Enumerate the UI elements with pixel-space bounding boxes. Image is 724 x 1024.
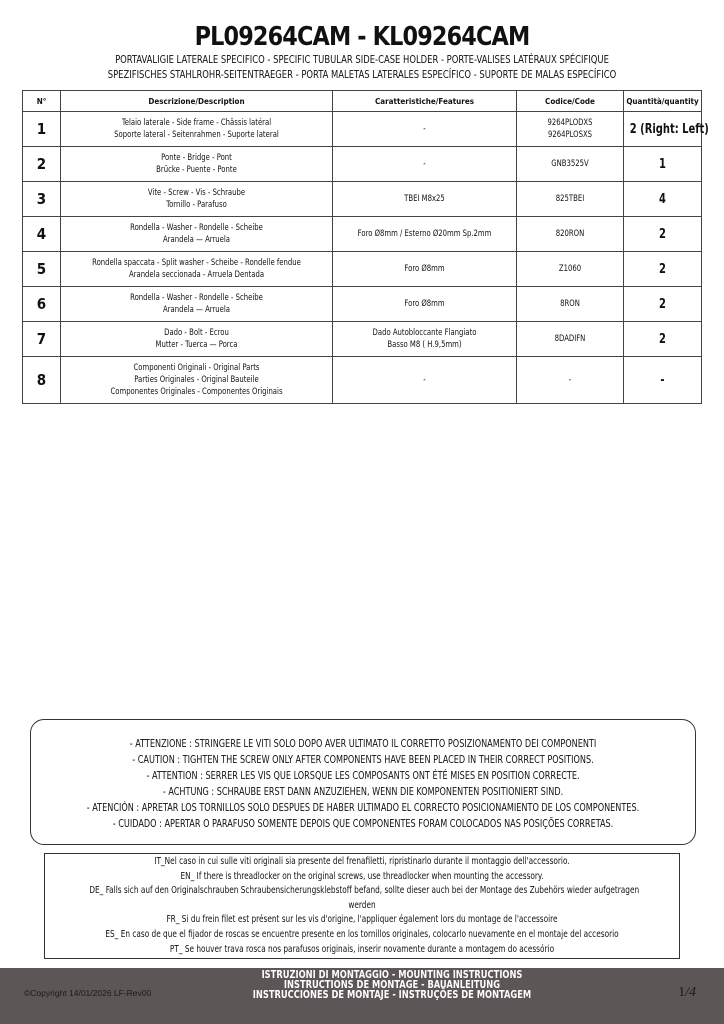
subtitle-line-1: PORTAVALIGIE LATERALE SPECIFICO - SPECIFIC TUBULAR SIDE-CASE HOLDER - PORTE-VALISES LATÉRAUX SPÉCIFIQUE	[115, 53, 609, 66]
warning-box	[30, 719, 696, 845]
row-quantity: 2	[624, 287, 702, 322]
note-pt: PT_ Se houver trava rosca nos parafusos originais, inserir novamente durante a montagem do acessório	[169, 943, 555, 955]
row-code: 820RON	[517, 217, 624, 252]
row-num: 6	[23, 287, 61, 322]
row-num: 2	[23, 147, 61, 182]
note-de: DE_ Falls sich auf den Originalschrauben Schraubensicherungsklebstoff befand, sollte dieser auch bei der Montage des Zubehörs wieder aufgetragen	[89, 885, 640, 897]
warning-fr: - ATTENTION : SERRER LES VIS QUE LORSQUE LES COMPOSANTS ONT ÉTÉ MISES EN POSITION CORRECTE.	[146, 770, 580, 782]
table-row	[23, 147, 702, 182]
row-code: -	[517, 357, 624, 404]
parts-table	[22, 90, 709, 404]
row-features: -	[333, 357, 517, 404]
threadlocker-note-box	[44, 853, 680, 959]
row-description: Rondella spaccata - Split washer - Scheibe - Rondelle fendue Arandela seccionada - Arruela Dentada	[61, 252, 333, 287]
row-code: 825TBEI	[517, 182, 624, 217]
note-en: EN_ If there is threadlocker on the original screws, use threadlocker when mounting the accessory.	[180, 870, 544, 882]
row-code: 8RON	[517, 287, 624, 322]
row-features: Dado Autobloccante Flangiato Basso M8 ( H.9,5mm)	[333, 322, 517, 357]
note-es: ES_ En caso de que el fijador de roscas se encuentre presente en los tornillos originales, colocarlo nuevamente en el montaje del accesorio	[105, 928, 619, 940]
note-it: IT_Nel caso in cui sulle viti originali sia presente del frenafiletti, ripristinarlo durante il montaggio dell'accessorio.	[154, 856, 570, 867]
row-num: 8	[23, 357, 61, 404]
row-quantity: 2	[624, 217, 702, 252]
footer-bar	[0, 968, 724, 1024]
header-description: Descrizione/Description	[61, 91, 333, 112]
row-code: Z1060	[517, 252, 624, 287]
row-quantity: 2	[624, 252, 702, 287]
row-quantity: 4	[624, 182, 702, 217]
row-description: Rondella - Washer - Rondelle - Scheibe Arandela — Arruela	[61, 287, 333, 322]
row-num: 4	[23, 217, 61, 252]
row-code: GNB3525V	[517, 147, 624, 182]
header-code: Codice/Code	[517, 91, 624, 112]
row-quantity: 2	[624, 322, 702, 357]
row-features: Foro Ø8mm / Esterno Ø20mm Sp.2mm	[333, 217, 517, 252]
row-features: Foro Ø8mm	[333, 252, 517, 287]
row-description: Rondella - Washer - Rondelle - Scheibe Arandela — Arruela	[61, 217, 333, 252]
header-num: N°	[23, 91, 61, 112]
row-features: TBEI M8x25	[333, 182, 517, 217]
row-quantity: -	[624, 357, 702, 404]
table-row	[23, 252, 702, 287]
row-description: Vite - Screw - Vis - Schraube Tornillo - Parafuso	[61, 182, 333, 217]
row-quantity: 2 (Right: Left)	[624, 112, 702, 147]
footer-title-line-1: ISTRUZIONI DI MONTAGGIO - MOUNTING INSTRUCTIONS	[261, 969, 523, 981]
warning-it: - ATTENZIONE : STRINGERE LE VITI SOLO DOPO AVER ULTIMATO IL CORRETTO POSIZIONAMENTO DEI COMPONENTI	[129, 738, 597, 750]
row-num: 3	[23, 182, 61, 217]
table-row	[23, 217, 702, 252]
footer-title-line-3: INSTRUCCIONES DE MONTAJE - INSTRUÇÕES DE MONTAGEM	[252, 989, 532, 1001]
row-description: Telaio laterale - Side frame - Châssis latéral Soporte lateral - Seitenrahmen - Suporte lateral	[61, 112, 333, 147]
row-features: Foro Ø8mm	[333, 287, 517, 322]
table-row	[23, 357, 702, 404]
row-num: 7	[23, 322, 61, 357]
row-description: Componenti Originali - Original Parts Parties Originales - Original Bauteile Componentes Originales - Componentes Originais	[61, 357, 333, 404]
table-row	[23, 322, 702, 357]
table-header-row	[23, 91, 702, 112]
row-code: 9264PLODXS 9264PLOSXS	[517, 112, 624, 147]
page-number	[678, 985, 696, 1001]
row-description: Dado - Bolt - Ecrou Mutter - Tuerca — Porca	[61, 322, 333, 357]
warning-es: - ATENCIÓN : APRETAR LOS TORNILLOS SOLO DESPUES DE HABER ULTIMADO EL CORRECTO POSICIONAMIENTO DE LOS COMPONENTES.	[86, 802, 640, 814]
header-features: Caratteristiche/Features	[333, 91, 517, 112]
note-fr: FR_ Si du frein filet est présent sur les vis d'origine, l'appliquer également lors du montage de l'accessoire	[166, 914, 558, 926]
row-features: -	[333, 112, 517, 147]
table-row	[23, 287, 702, 322]
row-num: 5	[23, 252, 61, 287]
page-total: /4	[685, 985, 696, 1000]
copyright-text: ©Copyright 14/01/2026 LF-Rev00	[24, 988, 152, 998]
warning-de: - ACHTUNG : SCHRAUBE ERST DANN ANZUZIEHEN, WENN DIE KOMPONENTEN POSITIONIERT SIND.	[162, 786, 564, 798]
row-features: -	[333, 147, 517, 182]
page-current: 1	[678, 985, 686, 1000]
document-title: PL09264CAM - KL09264CAM	[194, 22, 530, 52]
row-quantity: 1	[624, 147, 702, 182]
warning-en: - CAUTION : TIGHTEN THE SCREW ONLY AFTER COMPONENTS HAVE BEEN PLACED IN THEIR CORRECT POSITIONS.	[132, 754, 594, 766]
table-row	[23, 112, 702, 147]
subtitle-line-2: SPEZIFISCHES STAHLROHR-SEITENTRAEGER - PORTA MALETAS LATERALES ESPECÍFICO - SUPORTE DE MALAS ESPECÍFICO	[107, 68, 617, 81]
table-row	[23, 182, 702, 217]
note-de-cont: werden	[348, 899, 376, 911]
row-description: Ponte - Bridge - Pont Brücke - Puente - Ponte	[61, 147, 333, 182]
header-quantity: Quantità/quantity	[624, 91, 702, 112]
row-code: 8DADIFN	[517, 322, 624, 357]
warning-pt: - CUIDADO : APERTAR O PARAFUSO SOMENTE DEPOIS QUE COMPONENTES FORAM COLOCADOS NAS POSIÇÕES CORRETAS.	[112, 818, 614, 830]
footer-title-line-2: INSTRUCTIONS DE MONTAGE - BAUANLEITUNG	[283, 979, 501, 991]
row-num: 1	[23, 112, 61, 147]
